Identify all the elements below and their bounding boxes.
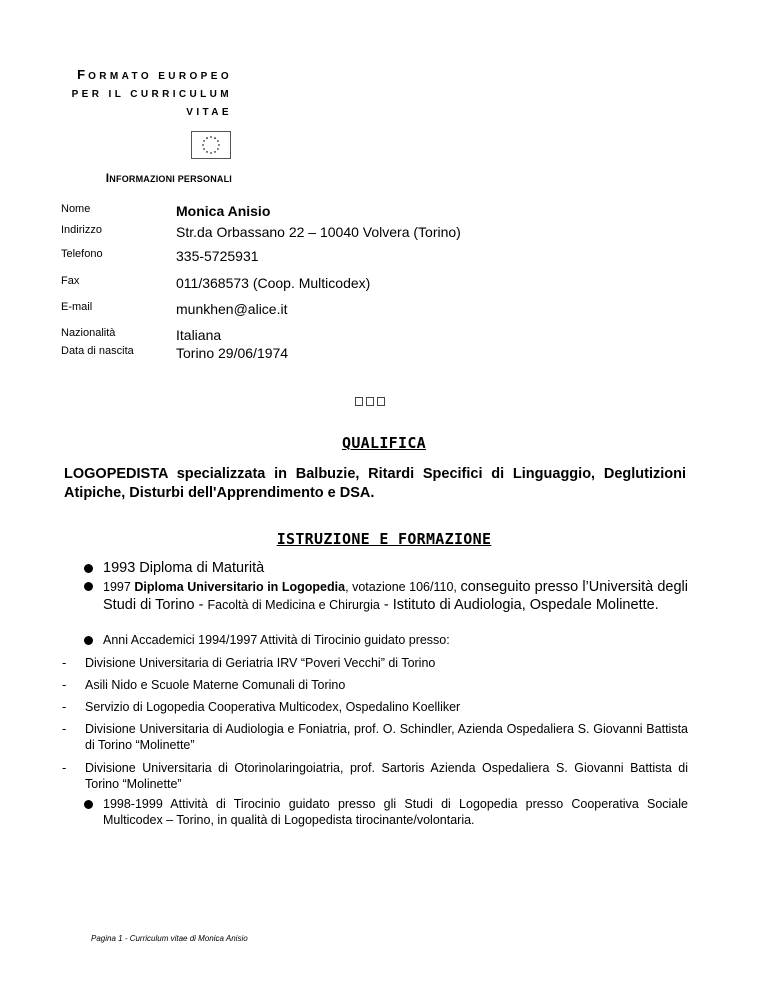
bullet-icon <box>84 582 93 591</box>
flag-star-icon <box>210 152 212 154</box>
flag-star-icon <box>217 148 219 150</box>
info-label: Telefono <box>61 248 103 260</box>
flag-star-icon <box>206 137 208 139</box>
info-value: Torino 29/06/1974 <box>176 345 289 361</box>
item-text <box>103 578 688 614</box>
header-line-1-rest: ORMATO EUROPEO <box>88 71 232 82</box>
item-part: - Istituto di Audiologia, Ospedale Molinette. <box>379 597 659 613</box>
header-line-1: FORMATO EUROPEO <box>77 67 232 82</box>
flag-star-icon <box>218 144 220 146</box>
item-text: Divisione Universitaria di Geriatria IRV “Poveri Vecchi” di Torino <box>85 656 436 670</box>
flag-star-icon <box>206 151 208 153</box>
qualifica-title: QUALIFICA <box>342 434 426 452</box>
item-text: Divisione Universitaria di Otorinolaringoiatria, prof. Sartoris Azienda Ospedaliera S. Giovanni Battista di Torino “Molinette” <box>85 761 688 791</box>
page-footer <box>91 934 248 943</box>
item-text: Asili Nido e Scuole Materne Comunali di Torino <box>85 678 346 692</box>
info-label: Nazionalità <box>61 327 116 339</box>
item-text: 1993 Diploma di Maturità <box>103 560 265 576</box>
bullet-icon <box>84 800 93 809</box>
item-part: conseguito presso l’Università degli Studi di Torino - <box>103 579 688 613</box>
header-line-3: VITAE <box>186 107 232 118</box>
flag-star-icon <box>203 148 205 150</box>
info-value: Monica Anisio <box>176 203 271 219</box>
footer-text: - Curriculum vitae di Monica Anisio <box>122 934 248 943</box>
item-diploma: Diploma Universitario in Logopedia <box>134 580 346 594</box>
dash-marker: - <box>62 721 67 736</box>
flag-star-icon <box>217 140 219 142</box>
item-text: Anni Accademici 1994/1997 Attività di Tirocinio guidato presso: <box>103 633 450 647</box>
flag-star-icon <box>214 151 216 153</box>
info-label: Fax <box>61 275 80 287</box>
info-label: Data di nascita <box>61 345 134 357</box>
email-link[interactable]: munkhen@alice.it <box>176 301 288 317</box>
dash-marker: - <box>62 699 67 714</box>
dash-marker: - <box>62 760 67 775</box>
ornament-boxes <box>355 397 385 406</box>
flag-star-icon <box>203 140 205 142</box>
bullet-icon <box>84 564 93 573</box>
flag-star-icon <box>210 136 212 138</box>
item-year: 1997 <box>103 580 131 594</box>
bullet-icon <box>84 636 93 645</box>
info-label: Nome <box>61 203 91 215</box>
header-line-2: PER IL CURRICULUM <box>71 89 232 100</box>
flag-star-icon <box>202 144 204 146</box>
info-value: Str.da Orbassano 22 – 10040 Volvera (Torino) <box>176 224 461 240</box>
info-value: Italiana <box>176 327 222 343</box>
istruzione-title: ISTRUZIONE E FORMAZIONE <box>276 530 492 548</box>
footer-label: Pagina <box>91 934 119 943</box>
item-faculty: Facoltà di Medicina e Chirurgia <box>207 598 380 612</box>
qualifica-text: LOGOPEDISTA specializzata in Balbuzie, Ritardi Specifici di Linguaggio, Deglutizioni Atipiche, Disturbi dell'Apprendimento e DSA. <box>64 466 686 501</box>
item-vote: , votazione 106/110, <box>345 580 461 594</box>
info-label: E-mail <box>61 301 93 313</box>
page-number: 1 <box>118 934 123 943</box>
item-text: Servizio di Logopedia Cooperativa Multicodex, Ospedalino Koelliker <box>85 700 461 714</box>
info-value: 011/368573 (Coop. Multicodex) <box>176 275 371 291</box>
document-header <box>72 66 232 122</box>
item-text: Divisione Universitaria di Audiologia e Foniatria, prof. O. Schindler, Azienda Ospedaliera S. Giovanni Battista di Torino “Molinette” <box>85 722 688 752</box>
dash-marker: - <box>62 677 67 692</box>
flag-star-icon <box>214 137 216 139</box>
personal-info-section-label: INFORMAZIONI PERSONALI <box>105 171 232 185</box>
info-value: 335-5725931 <box>176 248 259 264</box>
dash-marker: - <box>62 655 67 670</box>
info-label: Indirizzo <box>61 224 102 236</box>
eu-flag-icon <box>191 131 231 159</box>
item-text: 1998-1999 Attività di Tirocinio guidato presso gli Studi di Logopedia presso Cooperativa Sociale Multicodex – Torino, in qualità di Logopedista tirocinante/volontaria. <box>103 797 688 827</box>
